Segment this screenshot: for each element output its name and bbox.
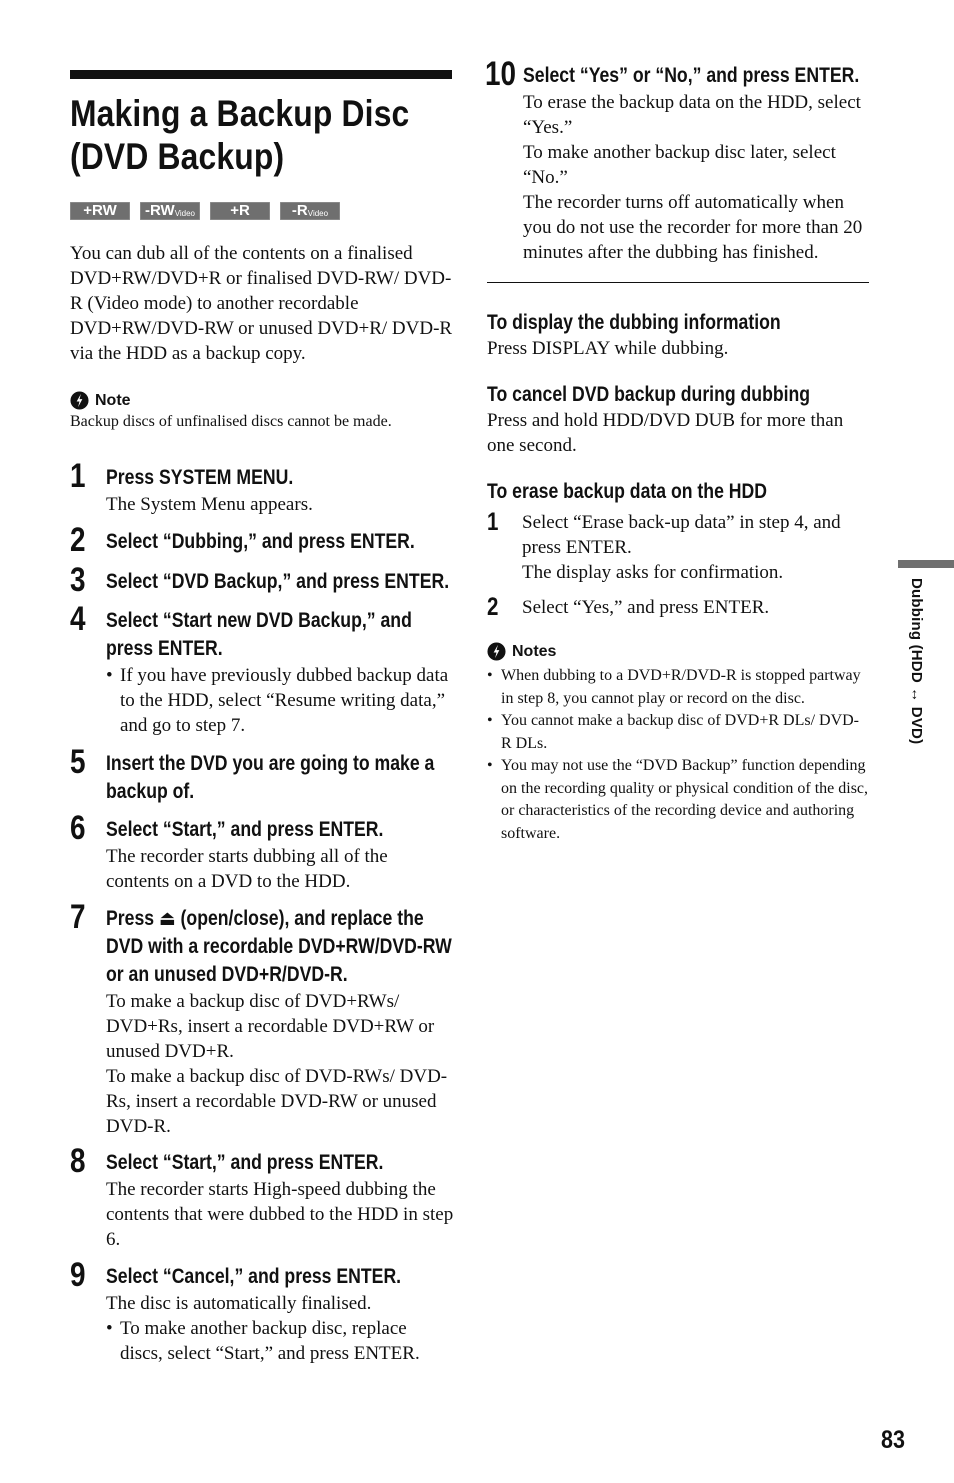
- step-1: [70, 457, 454, 517]
- side-section-label: Dubbing (HDD ↔ DVD): [908, 578, 925, 745]
- note-label: Note: [95, 391, 131, 409]
- erase-step-number: 2: [487, 593, 499, 621]
- note-icon: [70, 391, 89, 410]
- notes-heading: [487, 642, 869, 661]
- cancel-backup-section: [487, 382, 869, 458]
- step-heading-suffix: (open/close), and replace the DVD with a recordable DVD+RW/DVD-RW or an unused DVD+R/DVD-R.: [106, 907, 452, 986]
- step-heading: Select “DVD Backup,” and press ENTER.: [106, 570, 450, 593]
- right-column: [487, 55, 869, 845]
- eject-icon: ⏏: [158, 907, 176, 930]
- badge-minus-rw-video: [140, 202, 200, 220]
- notes-list: [487, 665, 869, 845]
- display-info-body: Press DISPLAY while dubbing.: [487, 338, 729, 359]
- step-number: 10: [485, 55, 517, 93]
- note-text: Backup discs of unfinalised discs cannot be made.: [70, 413, 392, 430]
- step-number: 4: [70, 600, 86, 638]
- step-heading: Select “Dubbing,” and press ENTER.: [106, 530, 415, 553]
- step-body: The disc is automatically finalised.: [106, 1293, 372, 1314]
- step-bullet: • To make another backup disc, replace discs, select “Start,” and press ENTER.: [106, 1316, 454, 1366]
- step-number: 9: [70, 1256, 86, 1294]
- step-number: 1: [70, 457, 86, 495]
- step-heading: Insert the DVD you are going to make a backup of.: [106, 752, 435, 803]
- erase-step-text: Select “Yes,” and press ENTER.: [522, 597, 770, 618]
- step-heading-prefix: Press: [106, 907, 155, 930]
- notes-item: • You cannot make a backup disc of DVD+R DLs/ DVD-R DLs.: [487, 710, 869, 755]
- step-body: The recorder starts dubbing all of the contents on a DVD to the HDD.: [106, 846, 388, 892]
- step-body: The System Menu appears.: [106, 494, 313, 515]
- intro-paragraph: You can dub all of the contents on a finalised DVD+RW/DVD+R or finalised DVD-RW/ DVD-R (Video mode) to another recordable DVD+RW/DVD-RW or unused DVD+R/ DVD-R via the HDD as a backup copy.: [70, 243, 453, 364]
- step-number: 6: [70, 809, 86, 847]
- step-body-2: To make another backup disc later, select “No.”: [523, 142, 836, 188]
- step-heading: [106, 905, 454, 989]
- page-number: 83: [881, 1426, 905, 1454]
- note-icon: [487, 642, 506, 661]
- badge-label: +RW: [83, 202, 117, 219]
- page-title-line-2: (DVD Backup): [70, 136, 285, 177]
- step-2: [70, 521, 454, 559]
- notes-item: • When dubbing to a DVD+R/DVD-R is stopped partway in step 8, you cannot play or record on the disc.: [487, 665, 869, 710]
- erase-backup-heading: To erase backup data on the HDD: [487, 480, 768, 503]
- title-rule: [70, 70, 452, 79]
- step-heading: Select “Yes” or “No,” and press ENTER.: [523, 64, 860, 87]
- badge-suffix: Video: [307, 208, 329, 218]
- step-5: [70, 743, 454, 806]
- left-column: [70, 70, 454, 1366]
- step-body: The recorder starts High-speed dubbing the contents that were dubbed to the HDD in step 6.: [106, 1179, 454, 1250]
- disc-type-badges: [70, 202, 454, 222]
- step-6: [70, 809, 454, 894]
- badge-plus-rw: [70, 202, 130, 220]
- step-8: [70, 1142, 454, 1252]
- page-title-line-1: Making a Backup Disc: [70, 93, 410, 134]
- step-7: [70, 898, 454, 1139]
- step-body-3: The recorder turns off automatically when you do not use the recorder for more than 20 minutes after the dubbing has finished.: [523, 192, 863, 263]
- step-number: 7: [70, 898, 86, 936]
- erase-step-2: [487, 595, 869, 620]
- notes-label: Notes: [512, 642, 557, 660]
- display-info-heading: To display the dubbing information: [487, 311, 781, 334]
- step-4: [70, 600, 454, 738]
- step-body: To erase the backup data on the HDD, select “Yes.”: [523, 92, 861, 138]
- step-bullet: • If you have previously dubbed backup data to the HDD, select “Resume writing data,” and go to step 7.: [106, 663, 454, 738]
- badge-plus-r: [210, 202, 270, 220]
- badge-label: -R: [291, 202, 308, 219]
- erase-step-1: [487, 510, 869, 585]
- page-title: [70, 92, 448, 178]
- note-heading: [70, 391, 454, 410]
- erase-step-text-2: The display asks for confirmation.: [522, 562, 784, 583]
- step-10: [485, 55, 869, 265]
- badge-label: +R: [230, 202, 250, 219]
- step-heading: Select “Start,” and press ENTER.: [106, 1151, 384, 1174]
- step-number: 2: [70, 521, 86, 559]
- side-tab-marker: [898, 560, 954, 568]
- badge-suffix: Video: [174, 208, 196, 218]
- display-info-section: [487, 310, 869, 361]
- step-heading: Select “Start new DVD Backup,” and press ENTER.: [106, 609, 412, 660]
- erase-step-text: Select “Erase back-up data” in step 4, and press ENTER.: [522, 512, 841, 558]
- erase-step-number: 1: [487, 508, 499, 536]
- step-number: 3: [70, 561, 86, 599]
- step-heading: Press SYSTEM MENU.: [106, 466, 294, 489]
- cancel-backup-body: Press and hold HDD/DVD DUB for more than one second.: [487, 410, 844, 456]
- erase-backup-section: [487, 479, 869, 620]
- step-heading: Select “Start,” and press ENTER.: [106, 818, 384, 841]
- step-heading: Select “Cancel,” and press ENTER.: [106, 1265, 402, 1288]
- step-number: 5: [70, 743, 86, 781]
- cancel-backup-heading: To cancel DVD backup during dubbing: [487, 383, 811, 406]
- step-3: [70, 561, 454, 599]
- section-divider: [487, 282, 869, 283]
- step-body: To make a backup disc of DVD+RWs/ DVD+Rs, insert a recordable DVD+RW or unused DVD+R.: [106, 991, 435, 1062]
- step-number: 8: [70, 1142, 86, 1180]
- notes-item: • You may not use the “DVD Backup” function depending on the recording quality or physical condition of the disc, or characteristics of the recording device and authoring software.: [487, 755, 869, 845]
- badge-label: -RW: [144, 202, 175, 219]
- step-9: [70, 1256, 454, 1366]
- badge-minus-r-video: [280, 202, 340, 220]
- step-body-2: To make a backup disc of DVD-RWs/ DVD-Rs, insert a recordable DVD-RW or unused DVD-R.: [106, 1066, 448, 1137]
